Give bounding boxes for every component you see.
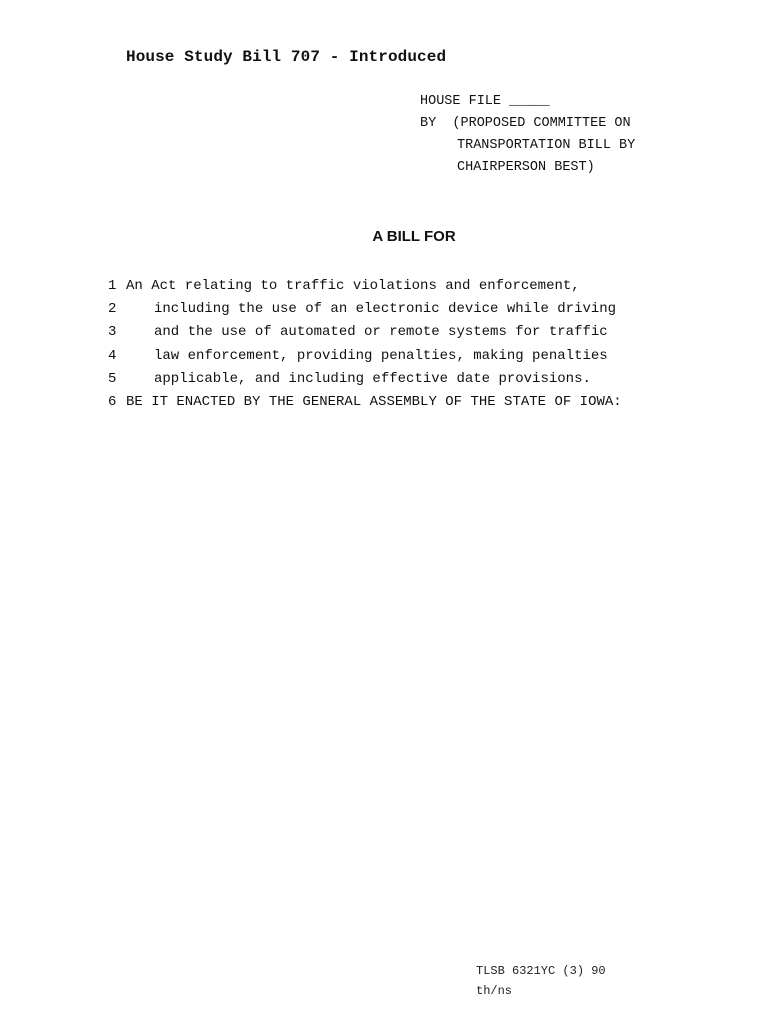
bill-line	[108, 275, 622, 298]
sponsor-block	[420, 91, 635, 179]
bill-heading: A BILL FOR	[372, 228, 456, 245]
by-continuation-1: TRANSPORTATION BILL BY	[457, 138, 636, 153]
by-continuation-2: CHAIRPERSON BEST)	[457, 160, 595, 175]
bill-line	[108, 391, 622, 414]
line-text: including the use of an electronic device while driving	[154, 301, 617, 318]
document-footer	[476, 961, 606, 1001]
line-number: 4	[108, 347, 117, 364]
line-number: 2	[108, 301, 117, 318]
line-text: An Act relating to traffic violations and enforcement,	[126, 278, 580, 294]
line-text: law enforcement, providing penalties, making penalties	[154, 347, 608, 364]
line-number: 5	[108, 370, 117, 387]
by-line: BY (PROPOSED COMMITTEE ON	[420, 116, 631, 131]
drafter-initials: th/ns	[476, 984, 513, 998]
bill-title: House Study Bill 707 - Introduced	[126, 48, 447, 66]
bill-line	[108, 368, 622, 391]
line-number: 1	[108, 278, 117, 294]
line-number: 3	[108, 324, 117, 341]
line-number: 6	[108, 393, 117, 410]
house-file-line: HOUSE FILE _____	[420, 94, 550, 109]
line-text: BE IT ENACTED BY THE GENERAL ASSEMBLY OF THE STATE OF IOWA:	[126, 393, 622, 410]
line-text: and the use of automated or remote systems for traffic	[154, 324, 608, 341]
bill-line	[108, 321, 622, 344]
bill-line	[108, 345, 622, 368]
bill-text	[108, 275, 622, 414]
tlsb-code: TLSB 6321YC (3) 90	[476, 964, 606, 978]
bill-line	[108, 298, 622, 321]
line-text: applicable, and including effective date provisions.	[154, 370, 591, 387]
